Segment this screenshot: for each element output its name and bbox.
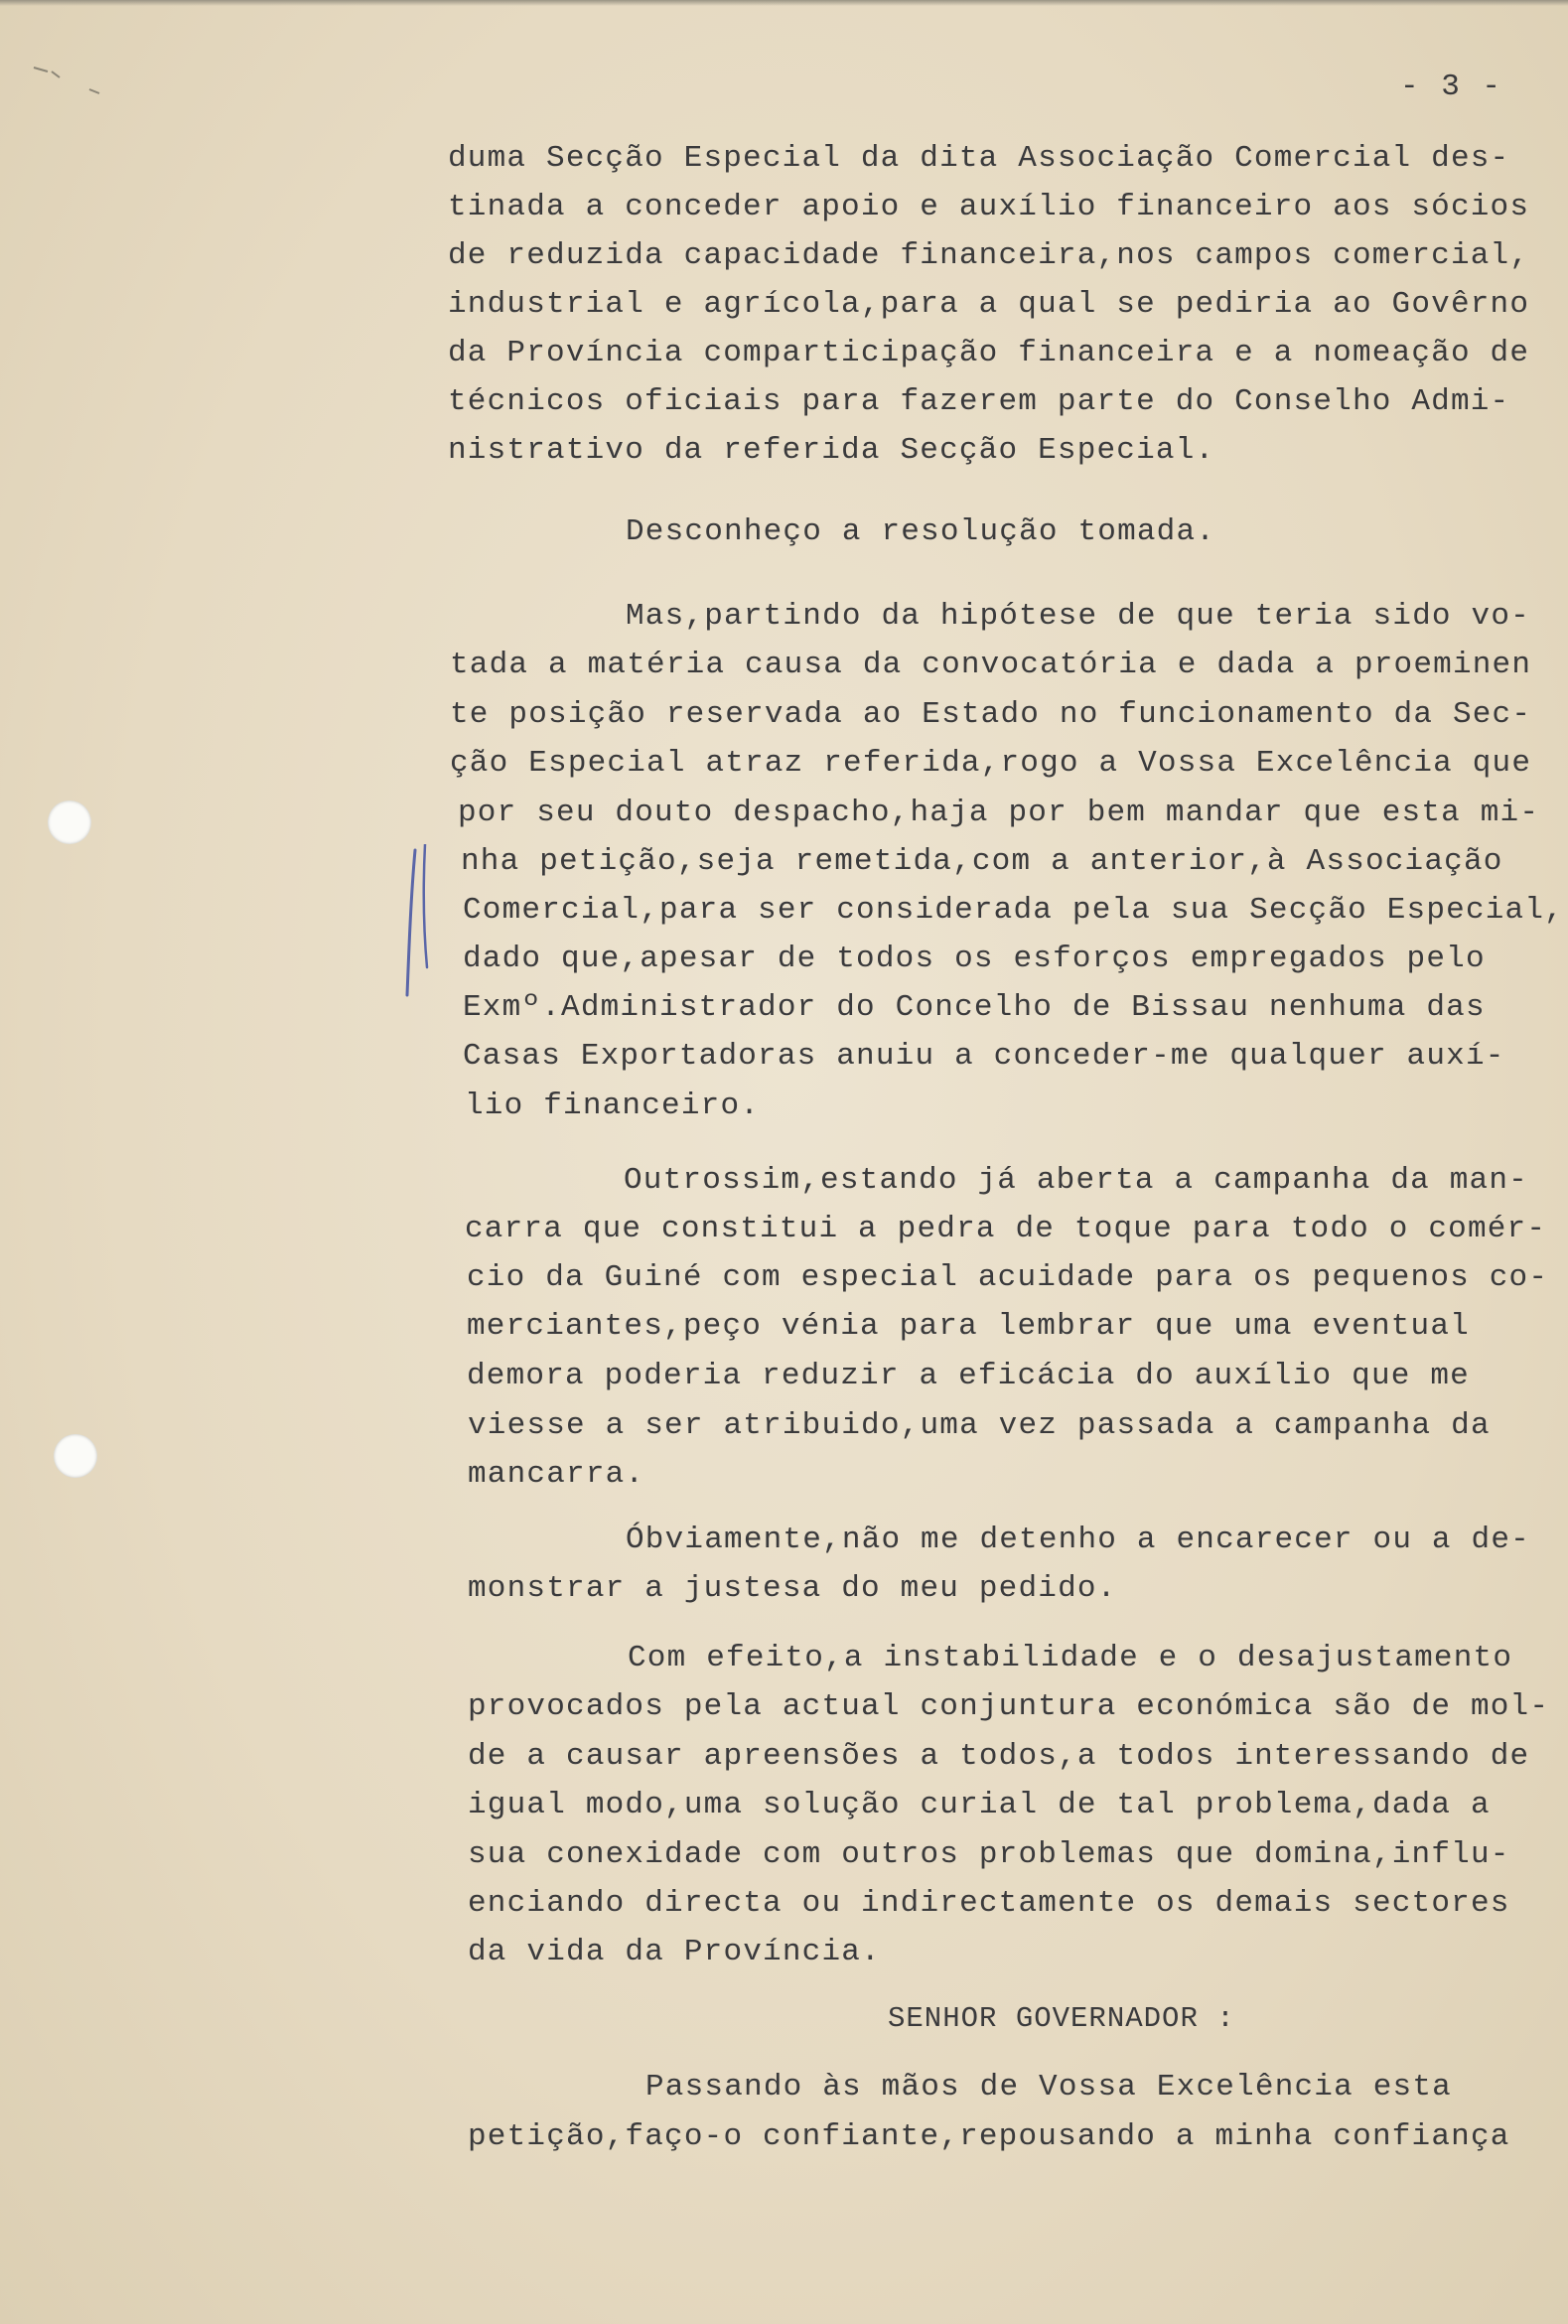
text-line: provocados pela actual conjuntura económica são de mol- [468, 1689, 1550, 1724]
page-top-edge [0, 0, 1568, 6]
text-line: monstrar a justesa do meu pedido. [468, 1571, 1117, 1606]
text-line: cio da Guiné com especial acuidade para os pequenos co- [467, 1260, 1549, 1295]
text-line: demora poderia reduzir a eficácia do auxílio que me [467, 1359, 1470, 1393]
punch-hole-top [48, 800, 91, 844]
text-line: Desconheço a resolução tomada. [626, 514, 1216, 549]
text-line: da Província comparticipação financeira e a nomeação de [448, 336, 1530, 370]
text-line: viesse a ser atribuido,uma vez passada a campanha da [468, 1408, 1491, 1443]
text-line: sua conexidade com outros problemas que domina,influ- [468, 1837, 1510, 1872]
text-line: duma Secção Especial da dita Associação Comercial des- [448, 141, 1510, 176]
text-line: Comercial,para ser considerada pela sua Secção Especial, [463, 893, 1564, 928]
text-line: Passando às mãos de Vossa Excelência esta [645, 2070, 1452, 2105]
text-line: por seu douto despacho,haja por bem mandar que esta mi- [458, 796, 1540, 830]
text-line: nha petição,seja remetida,com a anterior,à Associação [461, 844, 1503, 879]
text-line: Mas,partindo da hipótese de que teria sido vo- [626, 599, 1530, 634]
punch-hole-bottom [54, 1434, 97, 1478]
text-line: ção Especial atraz referida,rogo a Vossa Excelência que [450, 746, 1532, 781]
text-line: da vida da Província. [468, 1935, 881, 1969]
paper-smudge [30, 60, 139, 129]
text-line: tada a matéria causa da convocatória e dada a proeminen [450, 648, 1532, 682]
text-line: técnicos oficiais para fazerem parte do Conselho Admi- [448, 384, 1510, 419]
text-line: Com efeito,a instabilidade e o desajustamento [628, 1641, 1513, 1675]
text-line: industrial e agrícola,para a qual se pediria ao Govêrno [448, 287, 1530, 322]
text-line: Outrossim,estando já aberta a campanha da man- [624, 1163, 1528, 1198]
pen-margin-mark [401, 844, 435, 1003]
text-line: de reduzida capacidade financeira,nos campos comercial, [448, 238, 1530, 273]
text-line: mancarra. [468, 1457, 645, 1492]
text-line: Exmº.Administrador do Concelho de Bissau nenhuma das [463, 990, 1486, 1025]
text-line: Óbviamente,não me detenho a encarecer ou a de- [626, 1523, 1530, 1557]
text-line: te posição reservada ao Estado no funcionamento da Sec- [450, 697, 1532, 732]
text-line: tinada a conceder apoio e auxílio financeiro aos sócios [448, 190, 1530, 224]
text-line: merciantes,peço vénia para lembrar que uma eventual [467, 1309, 1470, 1344]
text-line: dado que,apesar de todos os esforços empregados pelo [463, 942, 1486, 976]
text-line: lio financeiro. [465, 1089, 761, 1123]
text-line: de a causar apreensões a todos,a todos interessando de [468, 1739, 1530, 1774]
page-number: - 3 - [1400, 70, 1503, 104]
text-line: nistrativo da referida Secção Especial. [448, 433, 1215, 468]
text-line: carra que constitui a pedra de toque para todo o comér- [465, 1212, 1547, 1246]
text-line: petição,faço-o confiante,repousando a minha confiança [468, 2119, 1510, 2154]
text-line: igual modo,uma solução curial de tal problema,dada a [468, 1788, 1491, 1822]
text-line: Casas Exportadoras anuiu a conceder-me qualquer auxí- [463, 1039, 1505, 1074]
salutation-heading: SENHOR GOVERNADOR : [888, 2002, 1235, 2035]
text-line: enciando directa ou indirectamente os demais sectores [468, 1886, 1510, 1921]
